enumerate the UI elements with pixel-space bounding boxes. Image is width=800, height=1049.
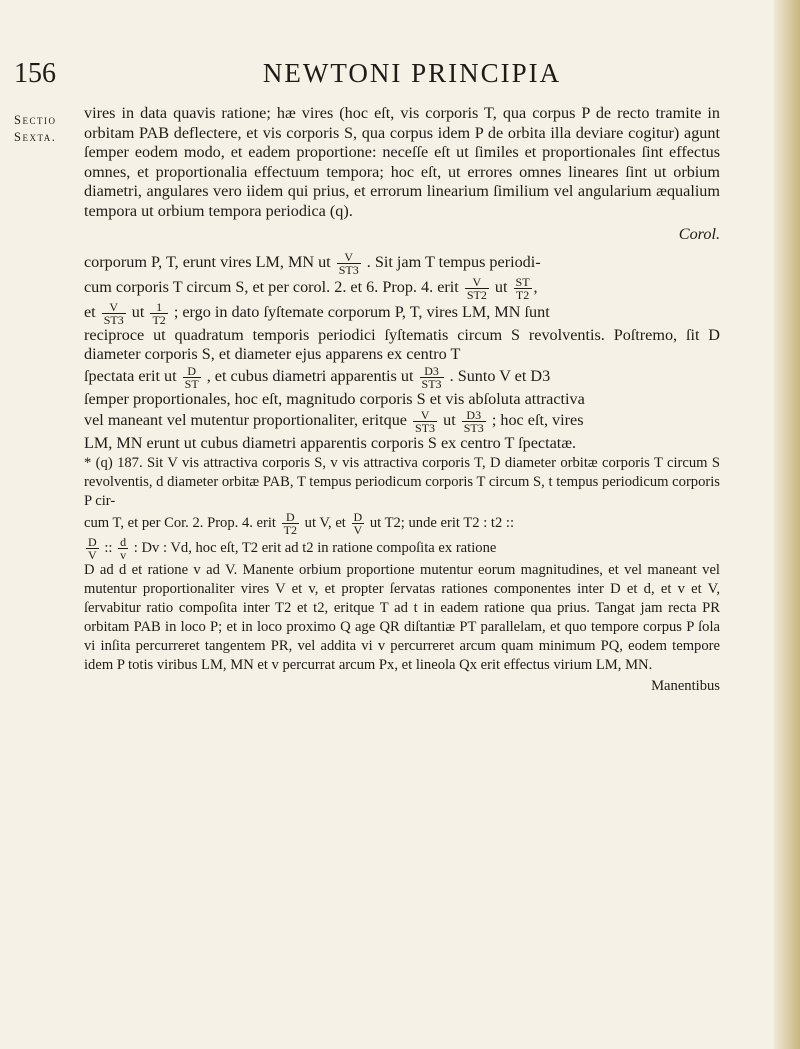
margin-note-line: Sexta.: [14, 130, 57, 144]
fraction: [420, 365, 444, 390]
fraction: [337, 251, 361, 276]
footnote-line: [84, 511, 720, 536]
numerator: ST: [515, 274, 530, 289]
text-line: [84, 365, 720, 390]
footnote-line: [84, 536, 720, 561]
running-title: NEWTONI PRINCIPIA: [262, 58, 562, 88]
denominator: T2: [283, 522, 297, 537]
numerator: V: [465, 276, 489, 289]
margin-note: [14, 112, 74, 146]
denominator: ST3: [338, 262, 359, 277]
denominator: ST: [184, 376, 199, 391]
text-span: . Sunto V et D3: [449, 366, 551, 385]
text-span: ; hoc eſt, vires: [491, 411, 584, 430]
denominator: ST3: [463, 421, 484, 435]
footnote-text: * (q) 187. Sit V vis attractiva corporis S, v vis attractiva corporis T, D diameter orbitæ corporis T circum S revolventis, d diameter orbitæ PAB, T tempus periodicum corporis T circum S, t tempus periodicum corporis P cir-: [84, 454, 720, 509]
text-span: , et cubus diametri apparentis ut: [206, 366, 414, 385]
denominator: T2: [152, 312, 166, 327]
fraction: [102, 301, 126, 326]
text-span: ::: [104, 539, 113, 556]
fraction: [150, 301, 167, 326]
text-line: [84, 301, 720, 326]
text-line: ſemper proportionales, hoc eſt, magnitudo corporis S et vis abſoluta attractiva: [84, 389, 585, 408]
denominator: v: [120, 547, 127, 562]
numerator: V: [337, 251, 361, 264]
denominator: V: [88, 547, 97, 562]
footnote-text: D ad d et ratione v ad V. Manente orbium proportione mutentur eorum magnitudines, et vel maneant vel mutentur proportionaliter vires V et v, et propter ſervatas rationes componentes inter D et d, et v et V, ſervabitur ratio compoſita inter T2 et t2, eritque T ad t in eadem ratione qua prius. Tangat jam recta PR orbitam PAB in loco P; et in loco proximo Q age QR diſtantiæ PT parallelam, et quo tempore corpus P ſola vi inſita percurreret tangentem PR, vel addita vi v percurreret arcum quam minimum PQ, eodem tempore idem P totis viribus LM, MN et v percurrat arcum Px, et lineola Qx erit effectus virium LM, MN.: [84, 561, 720, 673]
numerator: D: [183, 365, 201, 378]
text-span: cum corporis T circum S, et per corol. 2. et 6. Prop. 4. erit: [84, 277, 459, 296]
fraction: [413, 409, 437, 434]
text-span: vel maneant vel mutentur proportionaliter, eritque: [84, 411, 407, 430]
fraction: [183, 365, 201, 390]
fraction: [462, 409, 486, 434]
text-span: : Dv : Vd, hoc eſt, T2 erit ad t2 in ratione compoſita ex ratione: [133, 539, 497, 556]
margin-note-line: Sectio: [14, 113, 57, 127]
page-number: 156: [14, 58, 56, 89]
fraction: [282, 511, 299, 536]
fraction: [465, 276, 489, 301]
denominator: ST3: [415, 421, 436, 435]
paragraph: reciproce ut quadratum temporis periodici ſyſtematis circum S revolventis. Poſtremo, ſit D diameter corporis S, et diameter ejus apparens ex centro T: [84, 325, 720, 363]
text-span: ; ergo in dato ſyſtemate corporum P, T, vires LM, MN ſunt: [173, 302, 550, 321]
text-span: cum T, et per Cor. 2. Prop. 4. erit: [84, 514, 276, 531]
denominator: ST2: [466, 287, 487, 302]
denominator: T2: [515, 287, 530, 302]
numerator: V: [102, 301, 126, 314]
main-text: [84, 104, 720, 696]
numerator: D3: [420, 365, 444, 378]
text-span: ut: [494, 277, 508, 296]
text-span: ut V, et: [304, 514, 346, 531]
numerator: d: [120, 534, 127, 549]
catchword: Manentibus: [651, 677, 720, 694]
text-line: [84, 409, 720, 434]
page-edge: [774, 0, 800, 1049]
fraction: [514, 276, 532, 301]
denominator: V: [353, 522, 363, 537]
fraction: [118, 536, 128, 561]
text-span: ſpectata erit ut: [84, 366, 177, 385]
numerator: D3: [462, 409, 486, 422]
text-span: ut: [131, 302, 145, 321]
fraction: [352, 511, 365, 536]
denominator: ST3: [103, 312, 124, 327]
numerator: D: [353, 509, 363, 524]
text-span: ut: [443, 411, 456, 430]
text-span: et: [84, 302, 96, 321]
text-line: [84, 251, 720, 276]
numerator: D: [282, 511, 299, 524]
fraction: [86, 536, 99, 561]
numerator: V: [413, 409, 437, 422]
text-span: . Sit jam T tempus periodi-: [366, 252, 541, 271]
footnote: [84, 454, 720, 696]
text-line: LM, MN erunt ut cubus diametri apparentis corporis S ex centro T ſpectatæ.: [84, 434, 577, 452]
text-line: cum corporis T circum S, et per corol. 2. et 6. Prop. 4. erit $\frac{V}{ST2}$ ut $\frac{ST}{T2}$ ,: [84, 274, 538, 302]
corollary-heading: Corol.: [678, 225, 720, 243]
paragraph: vires in data quavis ratione; hæ vires (hoc eſt, vis corporis T, qua corpus P de recto tramite in orbitam PAB deflectere, et vis corporis S, qua corpus idem P de orbita illa deviare cogitur) agunt ſemper eodem modo, et eadem proportione: neceſſe eſt ut ſimiles et proportionales ſint effectus omnes, et proportionalia effectuum tempora; hoc eſt, ut errores omnes lineares ſint ut orbium diametri, angulares vero iidem qui prius, et errorum linearium ſimilium vel angularium æqualium tempora ut orbium tempora periodica (q).: [84, 104, 720, 220]
text-span: ut T2; unde erit T2 : t2 ::: [369, 514, 515, 531]
numerator: 1: [150, 301, 167, 314]
numerator: D: [88, 534, 97, 549]
page-header: [14, 58, 734, 92]
denominator: ST3: [421, 376, 442, 391]
text-span: corporum P, T, erunt vires LM, MN ut: [84, 252, 331, 271]
